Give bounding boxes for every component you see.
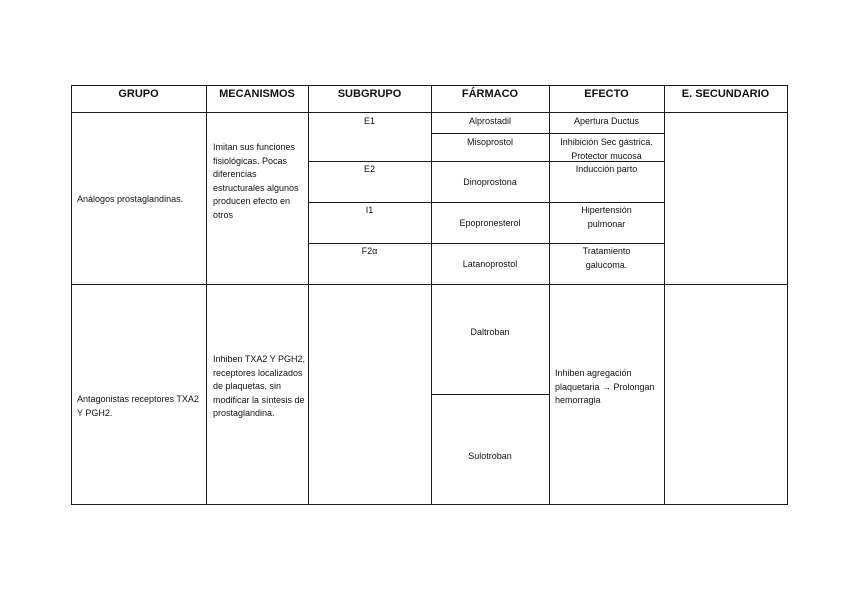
pharmacology-table xyxy=(71,85,788,505)
subrow-divider xyxy=(308,161,431,162)
mecanismo-cell: Inhiben TXA2 Y PGH2, receptores localizados de plaquetas, sin modificar la síntesis de prostaglandina. xyxy=(213,354,306,418)
row-divider xyxy=(71,284,788,285)
table-border-top xyxy=(71,85,788,86)
subrow-divider xyxy=(308,202,431,203)
grupo-cell: Análogos prostaglandinas. xyxy=(77,194,184,204)
subgrupo-cell: E1 xyxy=(363,116,375,126)
efecto-cell: Inhibición Sec gástrica. Protector mucosa xyxy=(560,137,653,161)
farmaco-cell: Epopronesterol xyxy=(459,218,521,228)
subrow-divider xyxy=(431,243,549,244)
table-border-bottom xyxy=(71,504,788,505)
subrow-divider xyxy=(549,202,664,203)
subrow-divider xyxy=(431,394,549,395)
farmaco-cell: Misoprostol xyxy=(466,137,513,147)
farmaco-cell: Latanoprostol xyxy=(462,259,518,269)
subrow-divider xyxy=(549,243,664,244)
header-e-secundario: E. SECUNDARIO xyxy=(681,88,770,100)
header-subgrupo: SUBGRUPO xyxy=(337,88,402,100)
efecto-cell: Apertura Ductus xyxy=(573,116,640,126)
subrow-divider xyxy=(549,133,664,134)
header-efecto: EFECTO xyxy=(584,88,629,100)
subgrupo-cell: I1 xyxy=(365,205,374,215)
efecto-cell: Inhiben agregación plaquetaria → Prolongan hemorragia xyxy=(555,368,655,405)
efecto-cell: Tratamiento galucoma. xyxy=(582,246,631,270)
header-mecanismos: MECANISMOS xyxy=(219,88,295,100)
header-divider xyxy=(71,112,788,113)
column-divider xyxy=(308,85,309,505)
efecto-cell: Inducción parto xyxy=(575,164,638,174)
farmaco-cell: Sulotroban xyxy=(468,451,512,461)
subgrupo-cell: E2 xyxy=(363,164,375,174)
table-border-left xyxy=(71,85,72,505)
farmaco-cell: Alprostadil xyxy=(468,116,512,126)
subgrupo-cell: F2α xyxy=(361,246,378,256)
farmaco-cell: Daltroban xyxy=(470,327,510,337)
table-border-right xyxy=(787,85,788,505)
farmaco-cell: Dinoprostona xyxy=(463,177,517,187)
subrow-divider xyxy=(308,243,431,244)
mecanismo-cell: Imitan sus funciones fisiológicas. Pocas diferencias estructurales algunos producen efecto en otros xyxy=(213,142,299,220)
header-grupo: GRUPO xyxy=(118,88,159,100)
header-farmaco: FÁRMACO xyxy=(461,88,519,100)
column-divider xyxy=(664,85,665,505)
subrow-divider xyxy=(431,133,549,134)
grupo-cell: Antagonistas receptores TXA2 Y PGH2. xyxy=(77,394,199,418)
column-divider xyxy=(206,85,207,505)
subrow-divider xyxy=(431,202,549,203)
subrow-divider xyxy=(431,161,549,162)
efecto-cell: Hipertensión pulmonar xyxy=(581,205,632,229)
